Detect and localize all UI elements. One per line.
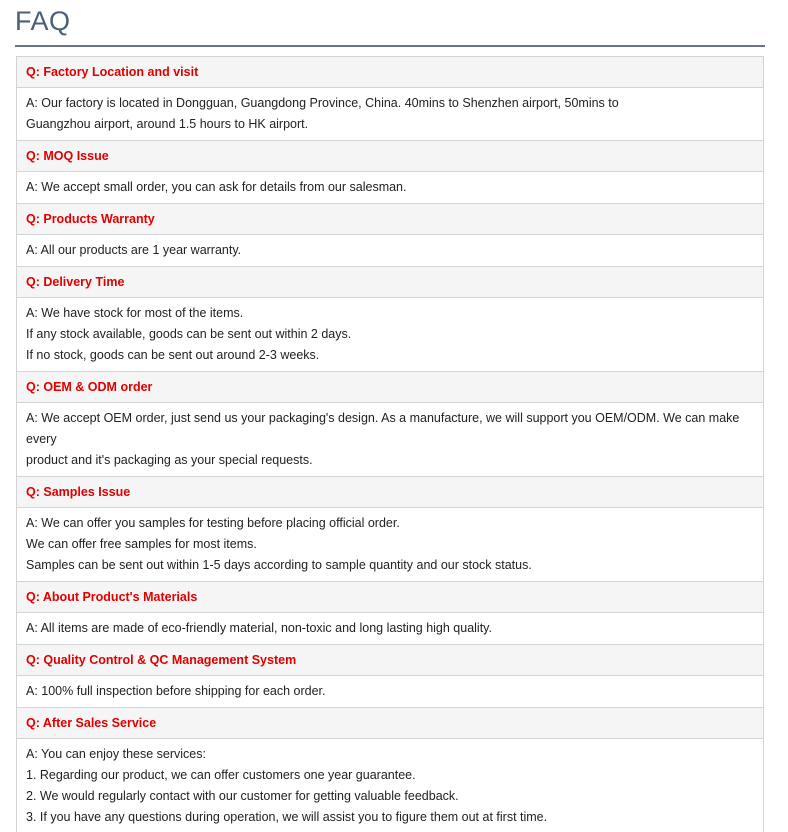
faq-question-row [17,582,764,613]
faq-question: Q: Quality Control & QC Management System [17,645,764,676]
faq-answer [17,508,764,582]
faq-question-row [17,477,764,508]
faq-answer-line: 1. Regarding our product, we can offer customers one year guarantee. [26,768,416,782]
faq-question: Q: Samples Issue [17,477,764,508]
faq-question: Q: About Product's Materials [17,582,764,613]
faq-answer-line: Samples can be sent out within 1-5 days according to sample quantity and our stock status. [26,558,532,572]
faq-answer-line: A: We accept OEM order, just send us your packaging's design. As a manufacture, we will support you OEM/ODM. We can make [26,411,740,425]
faq-answer-row [17,172,764,204]
faq-question-row [17,204,764,235]
faq-answer-line: A: Our factory is located in Dongguan, Guangdong Province, China. 40mins to Shenzhen airport, 50mins to [26,96,619,110]
faq-list [17,57,764,832]
faq-question-row [17,372,764,403]
faq-question: Q: OEM & ODM order [17,372,764,403]
faq-question-row [17,708,764,739]
faq-answer [17,298,764,372]
faq-table [16,56,764,832]
faq-answer-line: Guangzhou airport, around 1.5 hours to HK airport. [26,117,309,131]
faq-answer-line: A: We can offer you samples for testing before placing official order. [26,516,400,530]
faq-answer-line: A: All our products are 1 year warranty. [26,243,242,257]
faq-answer-row [17,676,764,708]
faq-answer-line: A: 100% full inspection before shipping for each order. [26,684,326,698]
faq-answer-line: A: You can enjoy these services: [26,747,206,761]
faq-question: Q: Factory Location and visit [17,57,764,88]
faq-header [15,0,765,47]
faq-answer-row [17,508,764,582]
faq-answer-row [17,613,764,645]
faq-answer-line: 3. If you have any questions during operation, we will assist you to figure them out at first time. [26,810,548,824]
faq-answer-line: If any stock available, goods can be sent out within 2 days. [26,327,352,341]
faq-answer-row [17,403,764,477]
faq-answer-line: If no stock, goods can be sent out around 2-3 weeks. [26,348,320,362]
faq-answer-line: A: We have stock for most of the items. [26,306,244,320]
faq-answer [17,613,764,645]
faq-answer-line: every [26,432,57,446]
faq-answer [17,739,764,832]
faq-answer-line: We can offer free samples for most items. [26,537,257,551]
faq-answer-row [17,298,764,372]
faq-question-row [17,141,764,172]
page-title: FAQ [15,6,71,36]
faq-question: Q: After Sales Service [17,708,764,739]
faq-question-row [17,267,764,298]
faq-question-row [17,645,764,676]
faq-question: Q: Delivery Time [17,267,764,298]
faq-answer-row [17,739,764,832]
faq-question-row [17,57,764,88]
faq-question: Q: MOQ Issue [17,141,764,172]
faq-answer-line: A: We accept small order, you can ask for details from our salesman. [26,180,407,194]
faq-answer-line: 2. We would regularly contact with our customer for getting valuable feedback. [26,789,459,803]
faq-answer-row [17,235,764,267]
faq-answer [17,235,764,267]
faq-answer-line: product and it's packaging as your special requests. [26,453,313,467]
faq-answer-line: A: All items are made of eco-friendly material, non-toxic and long lasting high quality. [26,621,492,635]
faq-answer [17,676,764,708]
faq-question: Q: Products Warranty [17,204,764,235]
faq-answer-row [17,88,764,141]
faq-answer [17,403,764,477]
faq-answer [17,172,764,204]
faq-answer [17,88,764,141]
